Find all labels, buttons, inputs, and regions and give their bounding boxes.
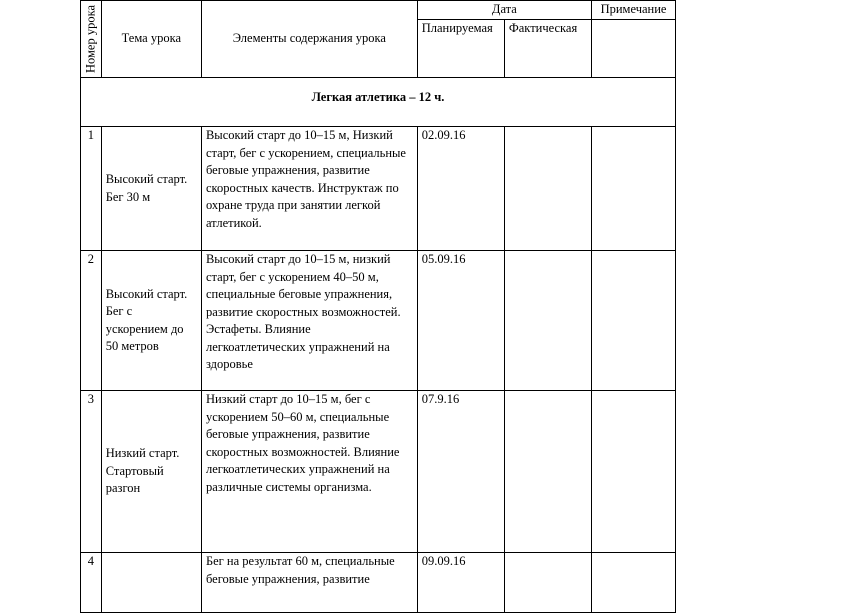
row-planned-date: 02.09.16 bbox=[417, 127, 504, 251]
header-topic: Тема урока bbox=[101, 1, 201, 78]
header-actual: Фактическая bbox=[504, 19, 591, 77]
row-number: 4 bbox=[81, 553, 102, 613]
header-elements: Элементы содержания урока bbox=[201, 1, 417, 78]
row-topic: Высокий старт. Бег 30 м bbox=[101, 127, 201, 251]
section-title: Легкая атлетика – 12 ч. bbox=[81, 78, 676, 127]
row-elements: Высокий старт до 10–15 м, Низкий старт, бег с ускорением, специальные беговые упражнения, развитие скоростных качеств. Инструктаж по охране труда при занятии легкой атлетикой. bbox=[201, 127, 417, 251]
row-note bbox=[592, 251, 676, 391]
row-elements: Высокий старт до 10–15 м, низкий старт, бег с ускорением 40–50 м, специальные беговые упражнения, развитие скоростных возможностей. Эстафеты. Влияние легкоатлетических упражнений на здоровье bbox=[201, 251, 417, 391]
header-date: Дата bbox=[417, 1, 591, 20]
row-actual-date bbox=[504, 127, 591, 251]
lesson-plan-table bbox=[80, 0, 676, 613]
table-row bbox=[81, 553, 676, 613]
row-elements: Низкий старт до 10–15 м, бег с ускорением 50–60 м, специальные беговые упражнения, развитие скоростных возможностей. Влияние легкоатлетических упражнений на различные системы организма. bbox=[201, 391, 417, 553]
row-planned-date: 05.09.16 bbox=[417, 251, 504, 391]
row-number: 1 bbox=[81, 127, 102, 251]
row-planned-date: 09.09.16 bbox=[417, 553, 504, 613]
row-topic bbox=[101, 553, 201, 613]
row-actual-date bbox=[504, 553, 591, 613]
row-elements: Бег на результат 60 м, специальные беговые упражнения, развитие bbox=[201, 553, 417, 613]
header-note: Примечание bbox=[592, 1, 676, 20]
table-row bbox=[81, 127, 676, 251]
row-actual-date bbox=[504, 251, 591, 391]
row-number: 3 bbox=[81, 391, 102, 553]
row-actual-date bbox=[504, 391, 591, 553]
header-row bbox=[81, 1, 676, 20]
row-topic: Высокий старт. Бег с ускорением до 50 метров bbox=[101, 251, 201, 391]
header-note-empty bbox=[592, 19, 676, 77]
table-row bbox=[81, 391, 676, 553]
header-planned: Планируемая bbox=[417, 19, 504, 77]
row-note bbox=[592, 553, 676, 613]
row-topic: Низкий старт. Стартовый разгон bbox=[101, 391, 201, 553]
row-note bbox=[592, 127, 676, 251]
header-lesson-number bbox=[81, 1, 102, 78]
header-lesson-number-label: Номер урока bbox=[83, 4, 98, 74]
row-number: 2 bbox=[81, 251, 102, 391]
row-note bbox=[592, 391, 676, 553]
table-row bbox=[81, 251, 676, 391]
row-planned-date: 07.9.16 bbox=[417, 391, 504, 553]
section-row bbox=[81, 78, 676, 127]
